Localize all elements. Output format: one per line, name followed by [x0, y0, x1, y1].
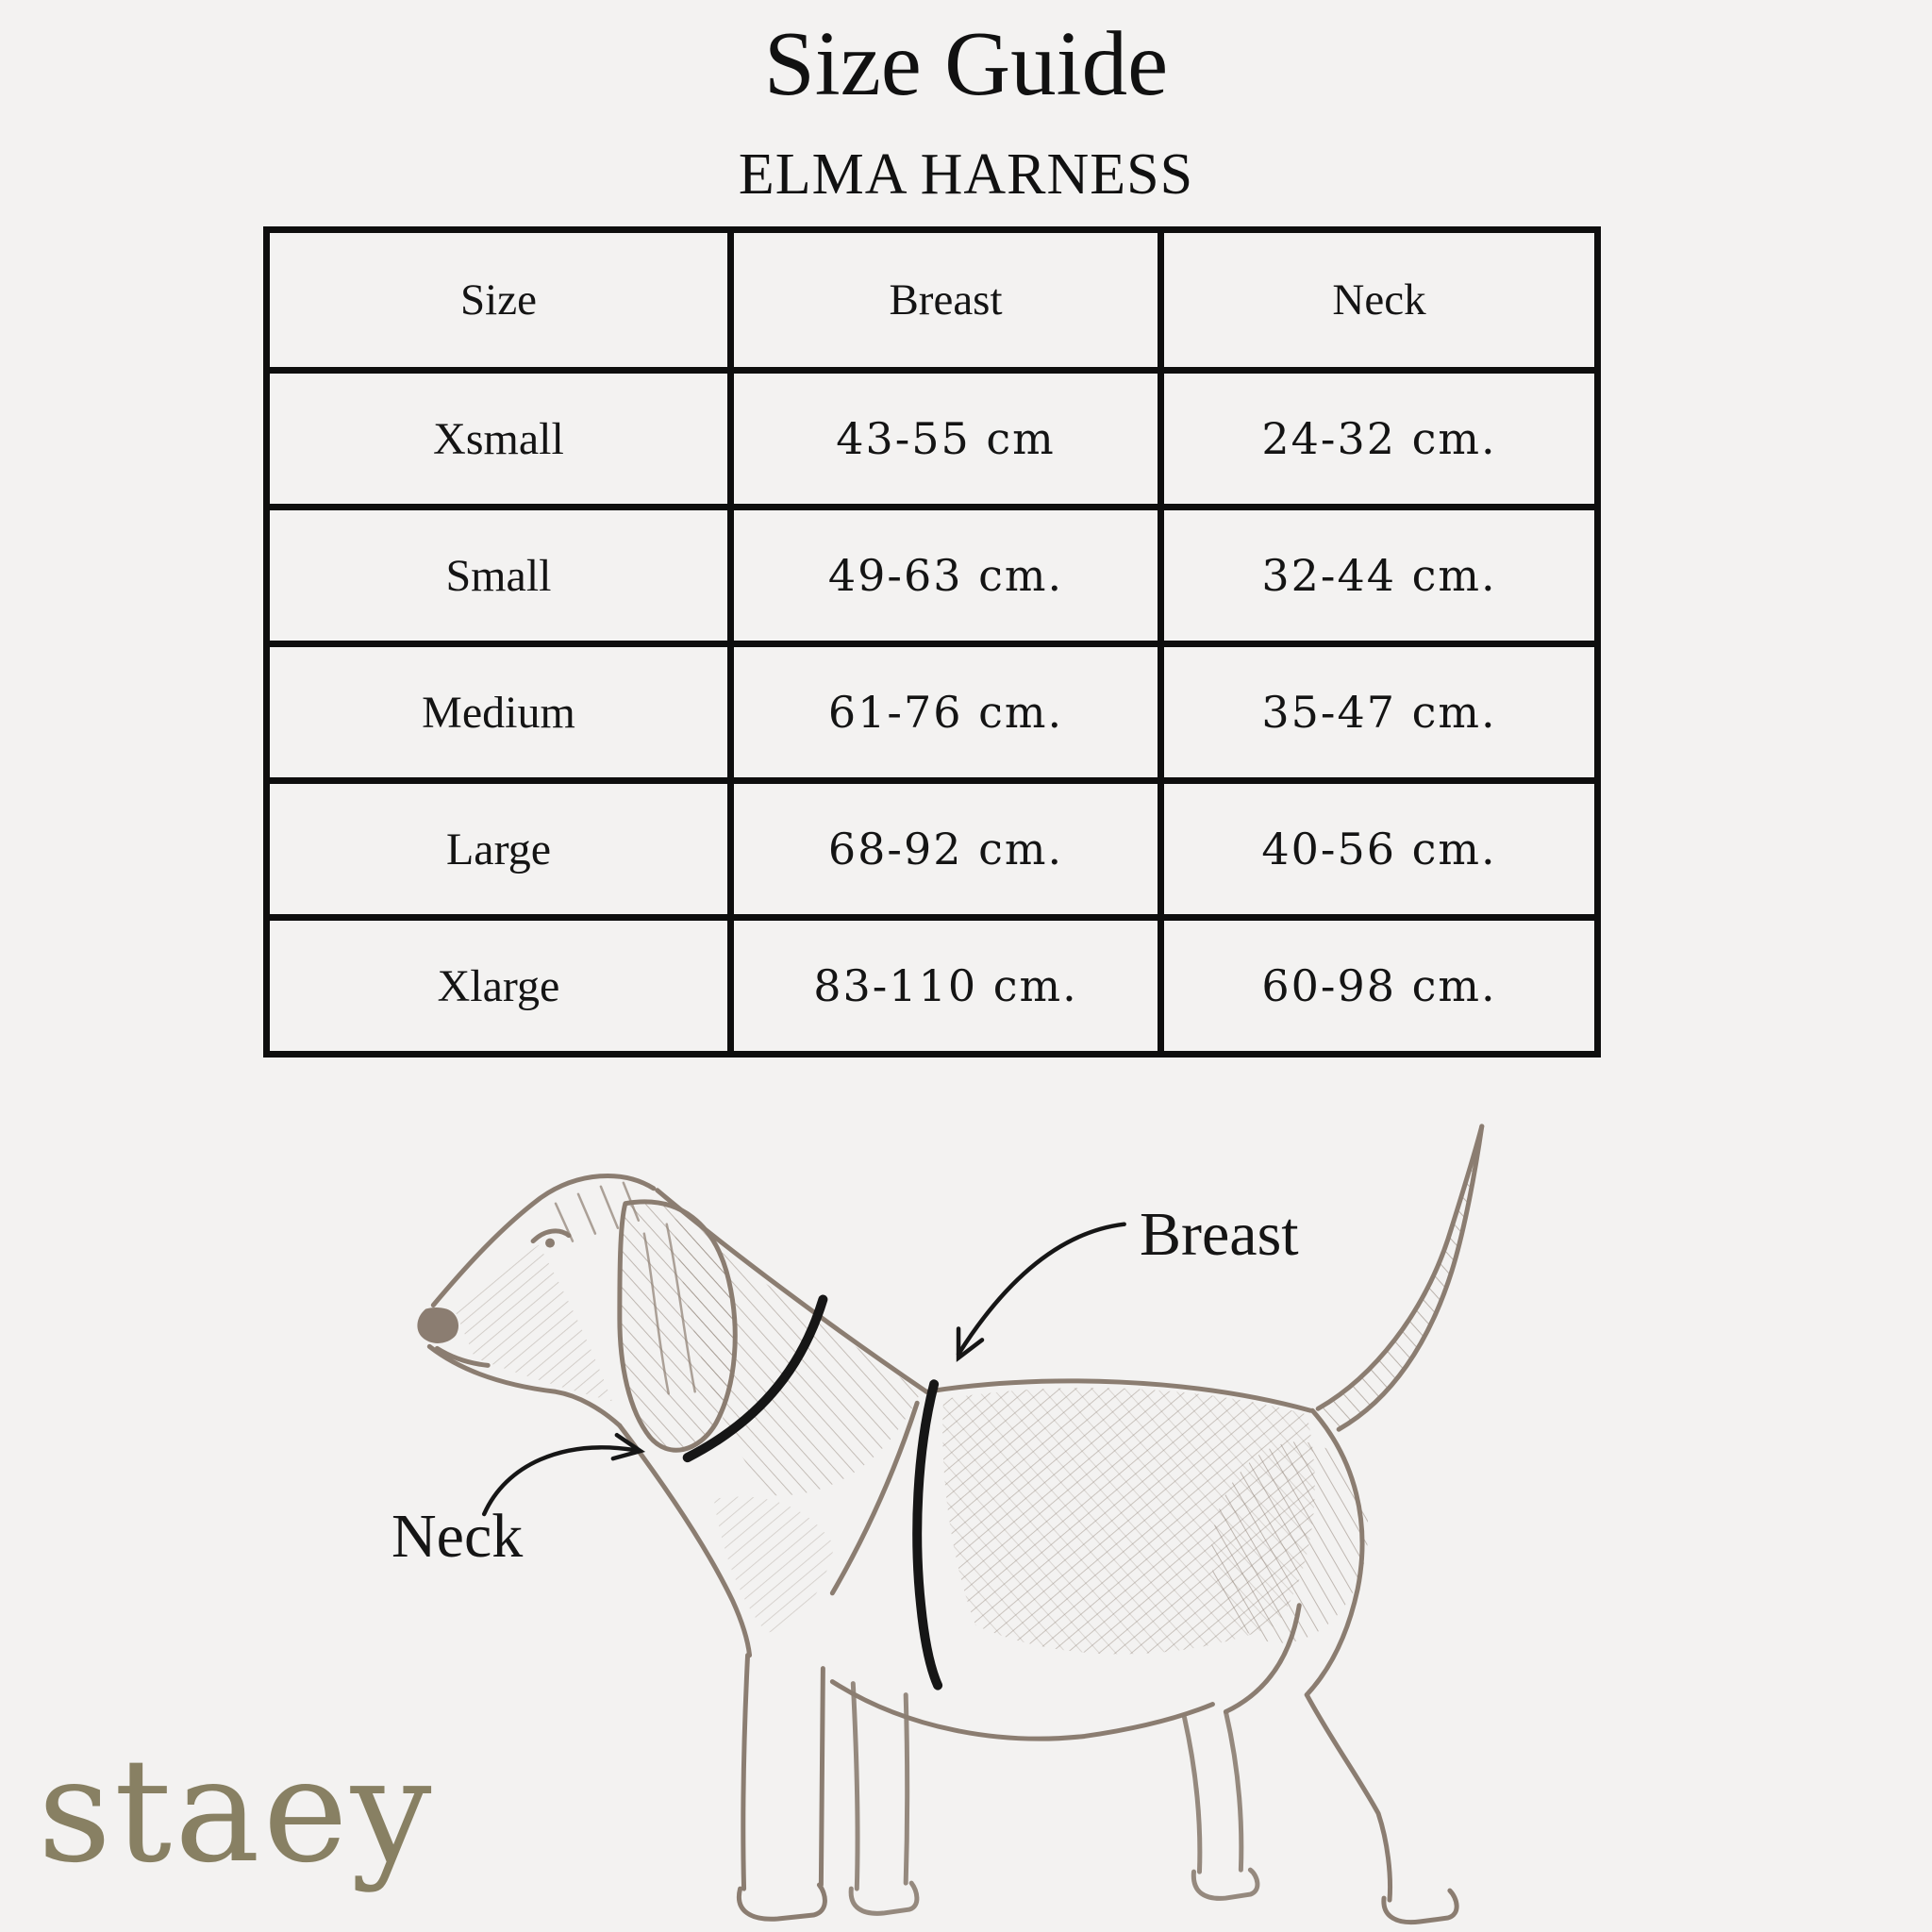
size-cell: Medium	[267, 644, 731, 781]
neck-annotation-label: Neck	[391, 1502, 524, 1571]
breast-cell: 83-110 cm.	[731, 918, 1161, 1055]
table-row-xsmall	[267, 371, 1598, 508]
table-row-large	[267, 781, 1598, 918]
size-col-header: Size	[267, 230, 731, 371]
brand-logo: staey	[38, 1727, 435, 1894]
neck-cell: 32-44 cm.	[1161, 508, 1598, 644]
dog-sketch	[396, 1092, 1566, 1930]
product-name: ELMA HARNESS	[738, 142, 1194, 207]
breast-cell: 49-63 cm.	[731, 508, 1161, 644]
size-cell: Large	[267, 781, 731, 918]
breast-col-header: Breast	[731, 230, 1161, 371]
neck-cell: 35-47 cm.	[1161, 644, 1598, 781]
neck-cell: 24-32 cm.	[1161, 371, 1598, 508]
size-cell: Small	[267, 508, 731, 644]
breast-cell: 61-76 cm.	[731, 644, 1161, 781]
table-row-xlarge	[267, 918, 1598, 1055]
size-cell: Xsmall	[267, 371, 731, 508]
table-row-small	[267, 508, 1598, 644]
size-table	[263, 226, 1601, 1058]
table-row-medium	[267, 644, 1598, 781]
neck-cell: 40-56 cm.	[1161, 781, 1598, 918]
neck-col-header: Neck	[1161, 230, 1598, 371]
breast-arrow	[958, 1224, 1124, 1358]
table-header-row	[267, 230, 1598, 371]
breast-cell: 68-92 cm.	[731, 781, 1161, 918]
page-title: Size Guide	[763, 13, 1169, 114]
size-cell: Xlarge	[267, 918, 731, 1055]
breast-cell: 43-55 cm	[731, 371, 1161, 508]
neck-cell: 60-98 cm.	[1161, 918, 1598, 1055]
breast-annotation-label: Breast	[1140, 1200, 1299, 1269]
breast-measure-line	[917, 1384, 938, 1685]
